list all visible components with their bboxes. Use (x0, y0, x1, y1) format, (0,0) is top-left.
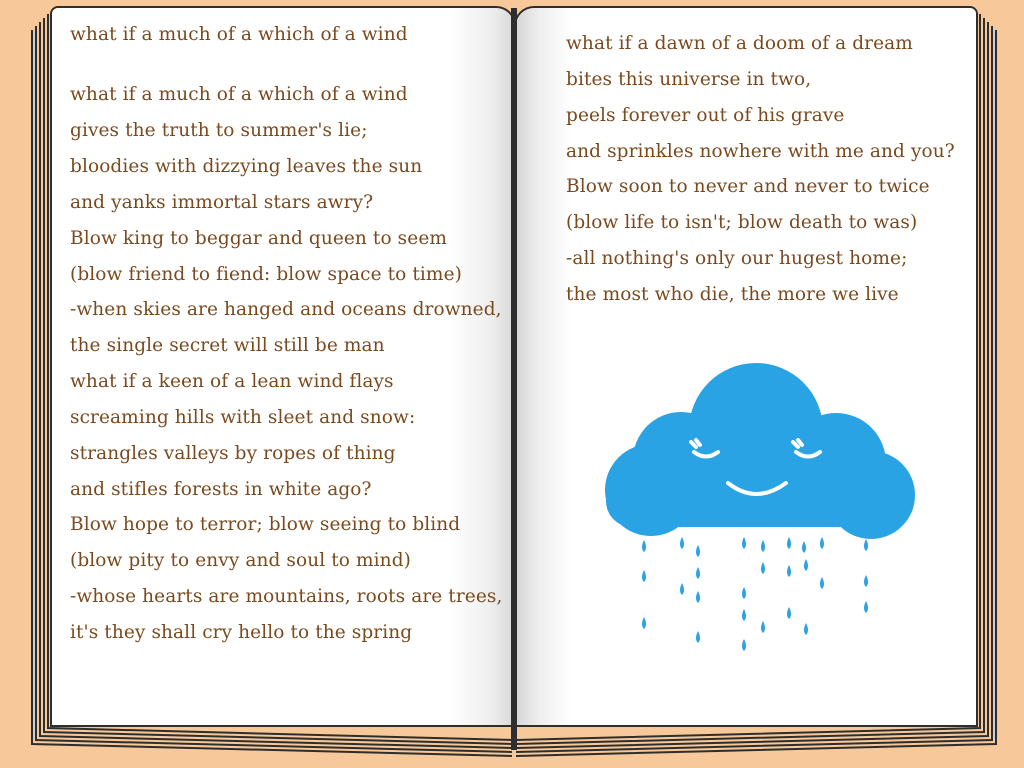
poem-line: -whose hearts are mountains, roots are trees, (70, 586, 503, 607)
poem-line: bites this universe in two, (566, 69, 812, 90)
poem-line: what if a much of a which of a wind (70, 84, 408, 105)
left-page-title: what if a much of a which of a wind (70, 24, 408, 45)
poem-line: Blow hope to terror; blow seeing to blind (70, 514, 461, 535)
poem-line: and yanks immortal stars awry? (70, 192, 374, 213)
smiling-rain-cloud-icon (596, 355, 926, 675)
poem-line: it's they shall cry hello to the spring (70, 622, 413, 643)
poem-line: and sprinkles nowhere with me and you? (566, 141, 955, 162)
poem-line: gives the truth to summer's lie; (70, 120, 368, 141)
poem-line: the most who die, the more we live (566, 284, 899, 305)
poem-line: screaming hills with sleet and snow: (70, 407, 416, 428)
poem-line: (blow pity to envy and soul to mind) (70, 550, 411, 571)
poem-line: Blow king to beggar and queen to seem (70, 228, 448, 249)
poem-line: what if a dawn of a doom of a dream (566, 33, 913, 54)
poem-line: (blow life to isn't; blow death to was) (566, 212, 918, 233)
poem-line: and stifles forests in white ago? (70, 479, 372, 500)
poem-line: Blow soon to never and never to twice (566, 176, 930, 197)
poem-line: -all nothing's only our hugest home; (566, 248, 908, 269)
poem-line: -when skies are hanged and oceans drowned, (70, 299, 502, 320)
left-page (52, 8, 514, 725)
poem-line: what if a keen of a lean wind flays (70, 371, 394, 392)
poem-line: (blow friend to fiend: blow space to time) (70, 264, 462, 285)
raindrops (642, 537, 868, 651)
rain-cloud-illustration (596, 355, 926, 675)
book-spine (511, 8, 517, 750)
poem-line: the single secret will still be man (70, 335, 385, 356)
poem-line: peels forever out of his grave (566, 105, 845, 126)
poem-line: bloodies with dizzying leaves the sun (70, 156, 423, 177)
poem-line: strangles valleys by ropes of thing (70, 443, 396, 464)
